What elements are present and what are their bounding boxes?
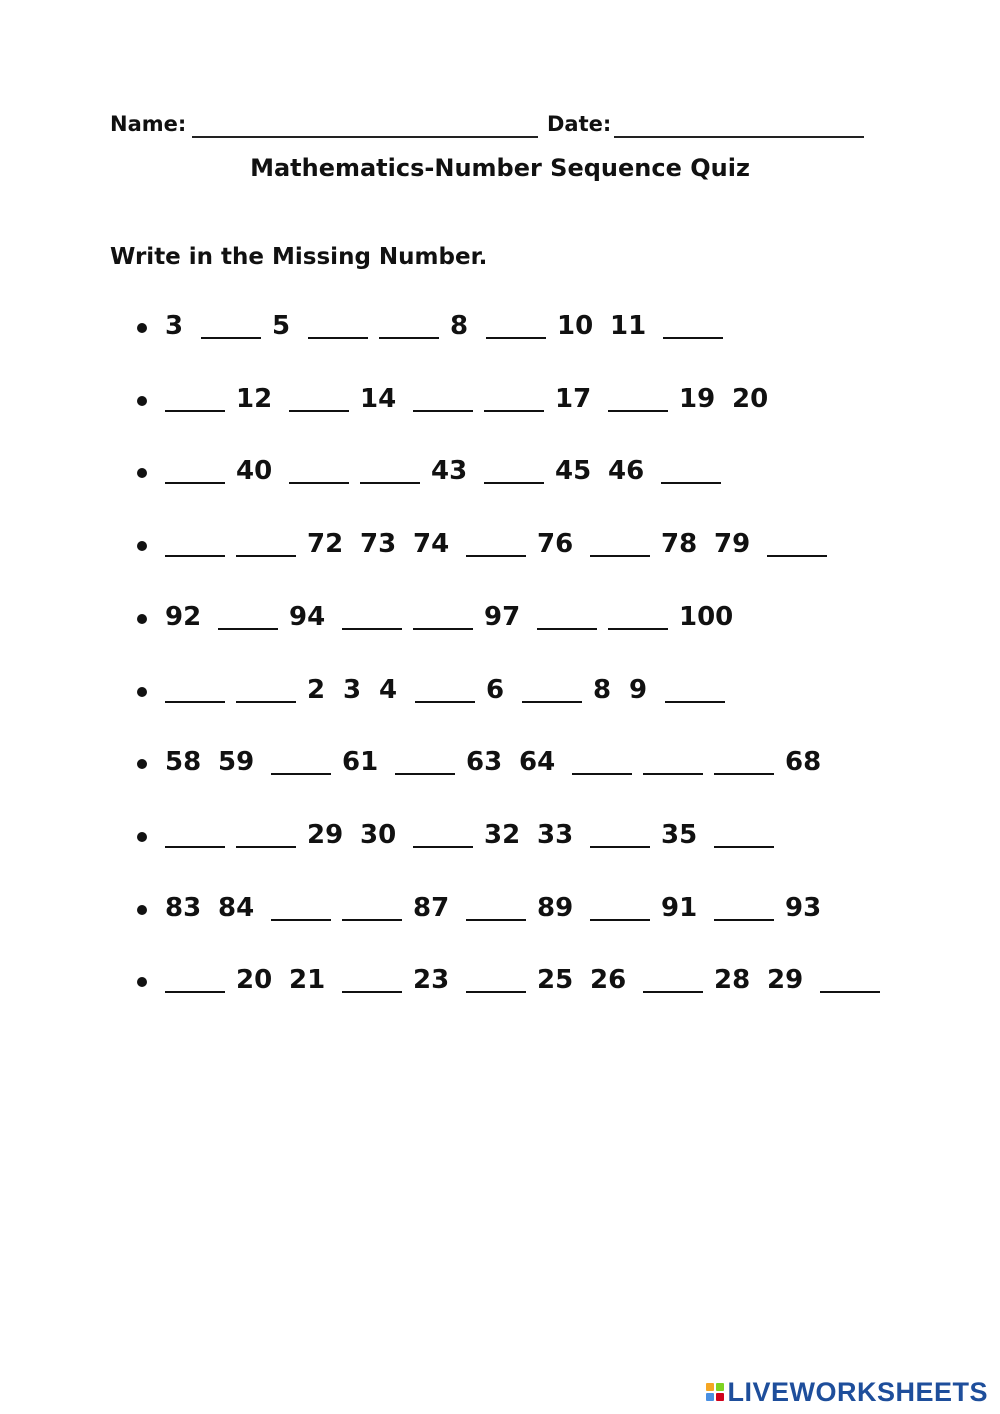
bullet-icon — [137, 905, 147, 915]
sequence-number: 72 — [307, 529, 344, 559]
logo-icon — [706, 1383, 724, 1401]
sequence-number: 74 — [413, 529, 450, 559]
missing-number-blank[interactable] — [537, 628, 597, 630]
bullet-icon — [137, 468, 147, 478]
sequence-number: 73 — [360, 529, 397, 559]
bullet-icon — [137, 832, 147, 842]
sequence-number: 43 — [431, 456, 468, 486]
sequence-number: 21 — [289, 965, 326, 995]
missing-number-blank[interactable] — [661, 482, 721, 484]
liveworksheets-logo — [706, 1376, 988, 1408]
worksheet-title: Mathematics-Number Sequence Quiz — [250, 154, 750, 182]
sequence-row — [135, 963, 895, 1003]
sequence-number: 17 — [555, 384, 592, 414]
missing-number-blank[interactable] — [165, 482, 225, 484]
missing-number-blank[interactable] — [413, 846, 473, 848]
sequence-number: 5 — [272, 311, 291, 341]
student-info-header — [110, 110, 870, 142]
sequence-number: 35 — [661, 820, 698, 850]
name-label: Name: — [110, 112, 187, 136]
sequence-number: 12 — [236, 384, 273, 414]
bullet-icon — [137, 541, 147, 551]
sequence-number: 2 — [307, 675, 326, 705]
missing-number-blank[interactable] — [271, 919, 331, 921]
bullet-icon — [137, 614, 147, 624]
missing-number-blank[interactable] — [466, 555, 526, 557]
sequence-row — [135, 745, 895, 785]
sequence-number: 91 — [661, 893, 698, 923]
missing-number-blank[interactable] — [289, 482, 349, 484]
missing-number-blank[interactable] — [484, 410, 544, 412]
sequence-number: 10 — [557, 311, 594, 341]
missing-number-blank[interactable] — [663, 337, 723, 339]
missing-number-blank[interactable] — [590, 555, 650, 557]
missing-number-blank[interactable] — [484, 482, 544, 484]
sequence-row — [135, 309, 895, 349]
missing-number-blank[interactable] — [486, 337, 546, 339]
sequence-number: 97 — [484, 602, 521, 632]
sequence-number: 4 — [379, 675, 398, 705]
sequence-number: 33 — [537, 820, 574, 850]
missing-number-blank[interactable] — [572, 773, 632, 775]
missing-number-blank[interactable] — [643, 991, 703, 993]
sequence-number: 3 — [343, 675, 362, 705]
bullet-icon — [137, 687, 147, 697]
sequence-number: 61 — [342, 747, 379, 777]
missing-number-blank[interactable] — [415, 701, 475, 703]
sequence-number: 79 — [714, 529, 751, 559]
missing-number-blank[interactable] — [342, 919, 402, 921]
missing-number-blank[interactable] — [608, 628, 668, 630]
sequence-row — [135, 527, 895, 567]
missing-number-blank[interactable] — [165, 410, 225, 412]
sequence-number: 32 — [484, 820, 521, 850]
missing-number-blank[interactable] — [767, 555, 827, 557]
sequence-number: 84 — [218, 893, 255, 923]
sequence-number: 9 — [629, 675, 648, 705]
missing-number-blank[interactable] — [236, 555, 296, 557]
sequence-number: 29 — [307, 820, 344, 850]
missing-number-blank[interactable] — [165, 991, 225, 993]
missing-number-blank[interactable] — [820, 991, 880, 993]
sequence-number: 26 — [590, 965, 627, 995]
sequence-number: 3 — [165, 311, 184, 341]
sequence-number: 94 — [289, 602, 326, 632]
sequence-number: 93 — [785, 893, 822, 923]
name-field[interactable] — [192, 136, 538, 138]
sequence-number: 64 — [519, 747, 556, 777]
sequence-number: 45 — [555, 456, 592, 486]
sequence-number: 59 — [218, 747, 255, 777]
sequence-number: 76 — [537, 529, 574, 559]
sequence-number: 29 — [767, 965, 804, 995]
sequence-number: 78 — [661, 529, 698, 559]
missing-number-blank[interactable] — [308, 337, 368, 339]
sequence-row — [135, 382, 895, 422]
sequence-number: 58 — [165, 747, 202, 777]
bullet-icon — [137, 977, 147, 987]
sequence-row — [135, 673, 895, 713]
missing-number-blank[interactable] — [665, 701, 725, 703]
sequence-number: 23 — [413, 965, 450, 995]
missing-number-blank[interactable] — [413, 410, 473, 412]
sequence-number: 46 — [608, 456, 645, 486]
sequence-number: 14 — [360, 384, 397, 414]
missing-number-blank[interactable] — [236, 846, 296, 848]
missing-number-blank[interactable] — [201, 337, 261, 339]
missing-number-blank[interactable] — [466, 919, 526, 921]
sequence-number: 20 — [732, 384, 769, 414]
missing-number-blank[interactable] — [714, 846, 774, 848]
sequence-row — [135, 818, 895, 858]
missing-number-blank[interactable] — [590, 846, 650, 848]
sequence-number: 30 — [360, 820, 397, 850]
logo-text: LIVEWORKSHEETS — [727, 1376, 988, 1407]
sequence-number: 83 — [165, 893, 202, 923]
sequence-number: 19 — [679, 384, 716, 414]
missing-number-blank[interactable] — [466, 991, 526, 993]
sequence-number: 68 — [785, 747, 822, 777]
missing-number-blank[interactable] — [395, 773, 455, 775]
missing-number-blank[interactable] — [379, 337, 439, 339]
missing-number-blank[interactable] — [643, 773, 703, 775]
missing-number-blank[interactable] — [289, 410, 349, 412]
sequence-number: 89 — [537, 893, 574, 923]
missing-number-blank[interactable] — [714, 773, 774, 775]
missing-number-blank[interactable] — [218, 628, 278, 630]
missing-number-blank[interactable] — [165, 846, 225, 848]
missing-number-blank[interactable] — [165, 701, 225, 703]
sequence-number: 87 — [413, 893, 450, 923]
sequence-number: 8 — [593, 675, 612, 705]
missing-number-blank[interactable] — [342, 991, 402, 993]
missing-number-blank[interactable] — [342, 628, 402, 630]
bullet-icon — [137, 323, 147, 333]
sequence-number: 8 — [450, 311, 469, 341]
sequence-row — [135, 891, 895, 931]
sequence-number: 63 — [466, 747, 503, 777]
missing-number-blank[interactable] — [590, 919, 650, 921]
sequence-number: 28 — [714, 965, 751, 995]
sequence-row — [135, 600, 895, 640]
sequence-number: 11 — [610, 311, 647, 341]
sequence-row — [135, 454, 895, 494]
sequence-number: 6 — [486, 675, 505, 705]
missing-number-blank[interactable] — [271, 773, 331, 775]
instruction-text: Write in the Missing Number. — [110, 244, 488, 270]
sequence-number: 20 — [236, 965, 273, 995]
missing-number-blank[interactable] — [360, 482, 420, 484]
sequence-number: 40 — [236, 456, 273, 486]
date-field[interactable] — [614, 136, 864, 138]
missing-number-blank[interactable] — [608, 410, 668, 412]
missing-number-blank[interactable] — [165, 555, 225, 557]
missing-number-blank[interactable] — [236, 701, 296, 703]
bullet-icon — [137, 396, 147, 406]
sequence-number: 100 — [679, 602, 734, 632]
bullet-icon — [137, 759, 147, 769]
sequence-number: 25 — [537, 965, 574, 995]
missing-number-blank[interactable] — [413, 628, 473, 630]
date-label: Date: — [547, 112, 612, 136]
missing-number-blank[interactable] — [714, 919, 774, 921]
sequence-number: 92 — [165, 602, 202, 632]
missing-number-blank[interactable] — [522, 701, 582, 703]
